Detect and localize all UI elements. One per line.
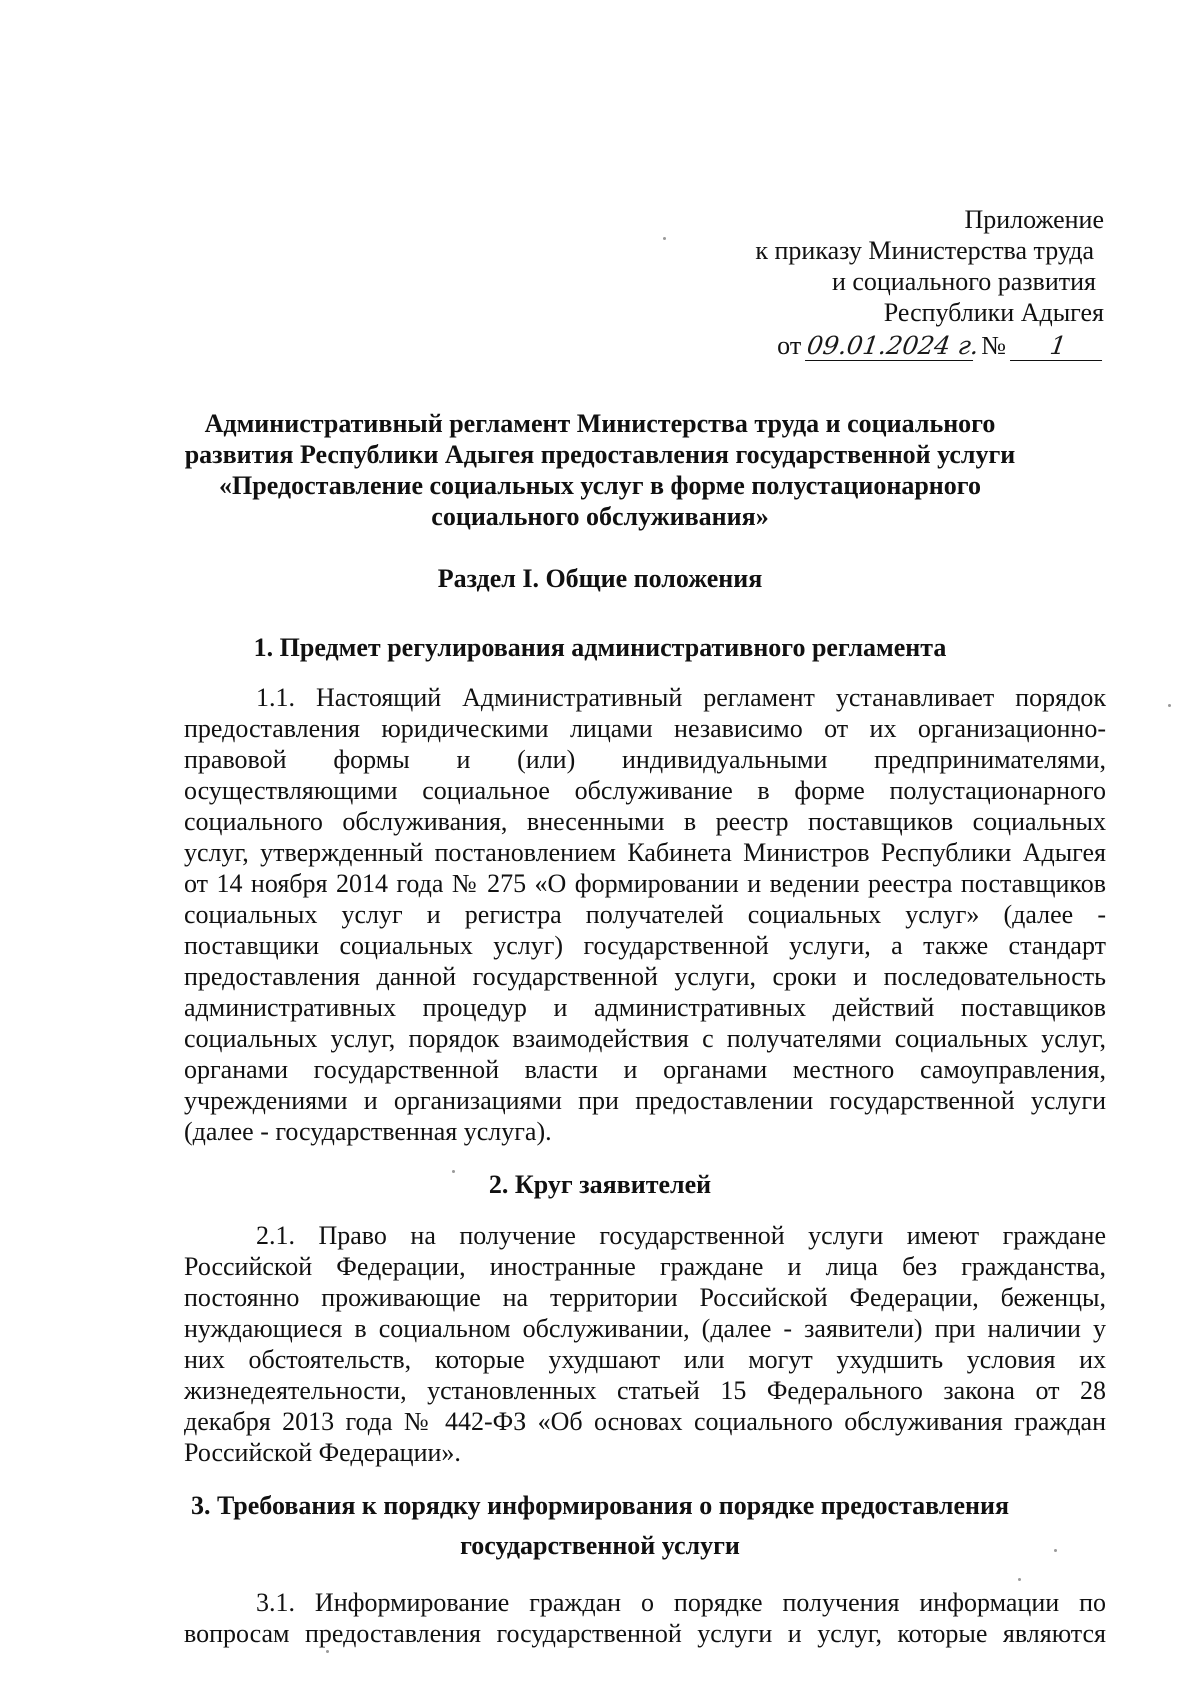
appendix-line-4: Республики Адыгея — [883, 298, 1104, 327]
paragraph-line: (далее - государственная услуга). — [184, 1117, 552, 1146]
handwritten-date: 09.01.2024 г. — [805, 331, 982, 360]
subsection-3-heading-line-2: государственной услуги — [460, 1531, 740, 1560]
scan-speck — [1168, 704, 1171, 707]
paragraph-line: осуществляющими социальное обслуживание в форме полустационарного — [184, 776, 1106, 805]
paragraph-line: декабря 2013 года № 442-ФЗ «Об основах социального обслуживания граждан — [184, 1407, 1106, 1436]
title-line-2: развития Республики Адыгея предоставления государственной услуги — [184, 440, 1016, 469]
paragraph-line: жизнедеятельности, установленных статьей 15 Федерального закона от 28 — [184, 1376, 1106, 1405]
paragraph-line: вопросам предоставления государственной услуги и услуг, которые являются — [184, 1619, 1106, 1648]
subsection-3-heading — [150, 1486, 1050, 1566]
paragraph-line: 1.1. Настоящий Административный регламент устанавливает порядок — [256, 683, 1106, 712]
paragraph-line: органами государственной власти и органами местного самоуправления, — [184, 1055, 1106, 1084]
paragraph-line: поставщики социальных услуг) государственной услуги, а также стандарт — [184, 931, 1106, 960]
paragraph-line: от 14 ноября 2014 года № 275 «О формировании и ведении реестра поставщиков — [184, 869, 1106, 898]
paragraph-line: социальных услуг и регистра получателей социальных услуг» (далее - — [184, 900, 1106, 929]
paragraph-line: 2.1. Право на получение государственной услуги имеют граждане — [256, 1221, 1106, 1250]
appendix-line-1: Приложение — [964, 205, 1104, 234]
section-1-heading: Раздел I. Общие положения — [437, 564, 763, 593]
paragraph-line: постоянно проживающие на территории Российской Федерации, беженцы, — [184, 1283, 1106, 1312]
scan-speck — [452, 1170, 455, 1173]
scan-speck — [1018, 1578, 1021, 1581]
paragraph-line: предоставления юридическими лицами независимо от их организационно- — [184, 714, 1106, 743]
subsection-3-heading-line-1: 3. Требования к порядку информирования о порядке предоставления — [190, 1491, 1010, 1520]
paragraph-line: нуждающиеся в социальном обслуживании, (далее - заявители) при наличии у — [184, 1314, 1106, 1343]
subsection-2-heading: 2. Круг заявителей — [488, 1170, 712, 1199]
paragraph-line: социального обслуживания, внесенными в реестр поставщиков социальных — [184, 807, 1106, 836]
paragraph-3-1 — [184, 1587, 1106, 1649]
paragraph-line: Российской Федерации, иностранные граждане и лица без гражданства, — [184, 1252, 1106, 1281]
document-title — [150, 408, 1050, 532]
subsection-1-heading: 1. Предмет регулирования административного регламента — [253, 633, 947, 662]
paragraph-1-1 — [184, 682, 1106, 1147]
number-label: № — [981, 331, 1006, 360]
handwritten-number: 1 — [1010, 332, 1106, 361]
appendix-block — [644, 204, 1104, 361]
appendix-line-2: к приказу Министерства труда — [755, 236, 1094, 265]
title-line-1: Административный регламент Министерства труда и социального — [204, 409, 996, 438]
paragraph-line: услуг, утвержденный постановлением Кабинета Министров Республики Адыгея — [184, 838, 1106, 867]
title-line-3: «Предоставление социальных услуг в форме полустационарного — [219, 471, 981, 500]
paragraph-line: 3.1. Информирование граждан о порядке получения информации по — [256, 1588, 1106, 1617]
appendix-line-3: и социального развития — [831, 267, 1096, 296]
scan-speck — [663, 237, 666, 240]
paragraph-line: административных процедур и административных действий поставщиков — [184, 993, 1106, 1022]
scan-speck — [326, 1650, 329, 1653]
order-date-number-line — [644, 330, 1104, 361]
paragraph-line: правовой формы и (или) индивидуальными предпринимателями, — [184, 745, 1106, 774]
paragraph-2-1 — [184, 1220, 1106, 1468]
from-label: от — [777, 331, 802, 360]
paragraph-line: предоставления данной государственной услуги, сроки и последовательность — [184, 962, 1106, 991]
paragraph-line: учреждениями и организациями при предоставлении государственной услуги — [184, 1086, 1106, 1115]
paragraph-line: Российской Федерации». — [184, 1438, 461, 1467]
scan-speck — [1054, 1549, 1057, 1552]
title-line-4: социального обслуживания» — [431, 502, 769, 531]
paragraph-line: них обстоятельств, которые ухудшают или могут ухудшить условия их — [184, 1345, 1106, 1374]
paragraph-line: социальных услуг, порядок взаимодействия с получателями социальных услуг, — [184, 1024, 1106, 1053]
